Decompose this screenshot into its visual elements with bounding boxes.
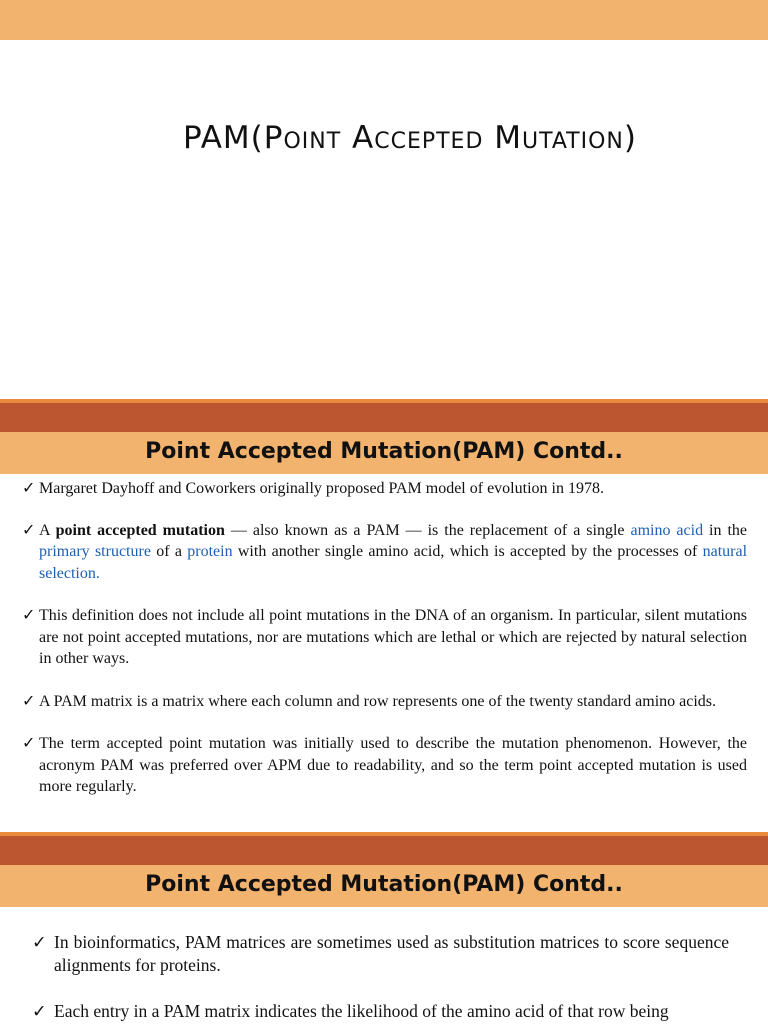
link-natural-selection[interactable]: natural selection [39, 543, 748, 582]
item-text: Margaret Dayhoff and Coworkers originally proposed PAM model of evolution in 1978. [39, 480, 604, 497]
list-item [22, 605, 747, 670]
item-text: in the [709, 521, 748, 539]
top-band [0, 0, 768, 40]
link-amino-acid[interactable]: amino acid [630, 521, 704, 539]
item-text: The term accepted point mutation was initially used to describe the mutation phenomenon. However, the acronym PAM was preferred over APM due to readability, and so the term point accepted mutation is used more regularly. [39, 735, 747, 795]
item-text: with another single amino acid, which is accepted by the processes of [237, 543, 698, 560]
item-text: A [39, 521, 50, 539]
item-text: . [95, 564, 100, 582]
slide-heading: Point Accepted Mutation(PAM) Contd.. [145, 439, 623, 464]
bold-term: point accepted mutation [55, 521, 225, 539]
link-primary-structure[interactable]: primary structure [39, 543, 151, 560]
list-item [22, 691, 747, 713]
slide-heading: Point Accepted Mutation(PAM) Contd.. [145, 872, 623, 897]
check-icon: ✓ [22, 692, 36, 710]
list-item [22, 478, 747, 500]
link-protein[interactable]: protein [187, 543, 233, 560]
bullet-list [22, 478, 747, 798]
slide-title: PAM(Point Accepted Mutation) [183, 120, 637, 156]
item-text: In bioinformatics, PAM matrices are sometimes used as substitution matrices to score sequence alignments for proteins. [54, 932, 729, 975]
check-icon: ✓ [32, 1001, 47, 1021]
item-text: A PAM matrix is a matrix where each column and row represents one of the twenty standard amino acids. [39, 692, 717, 710]
item-text: — also known as a PAM — is the replacement of a single [230, 521, 625, 539]
item-text: This definition does not include all point mutations in the DNA of an organism. In particular, silent mutations are not point accepted mutations, nor are mutations which are lethal or which are rejected by natural selection in other ways. [39, 607, 747, 667]
list-item [22, 733, 747, 798]
check-icon: ✓ [32, 932, 47, 952]
list-item [22, 520, 747, 585]
check-icon: ✓ [22, 521, 36, 539]
check-icon: ✓ [22, 480, 36, 497]
list-item [32, 931, 729, 977]
header-band-dark [0, 836, 768, 865]
header-band-dark [0, 403, 768, 432]
item-text: Each entry in a PAM matrix indicates the likelihood of the amino acid of that row being [54, 1001, 669, 1021]
check-icon: ✓ [22, 735, 36, 752]
list-item [32, 1000, 729, 1023]
bullet-list [32, 931, 729, 1023]
check-icon: ✓ [22, 607, 36, 624]
item-text: of a [156, 543, 182, 560]
